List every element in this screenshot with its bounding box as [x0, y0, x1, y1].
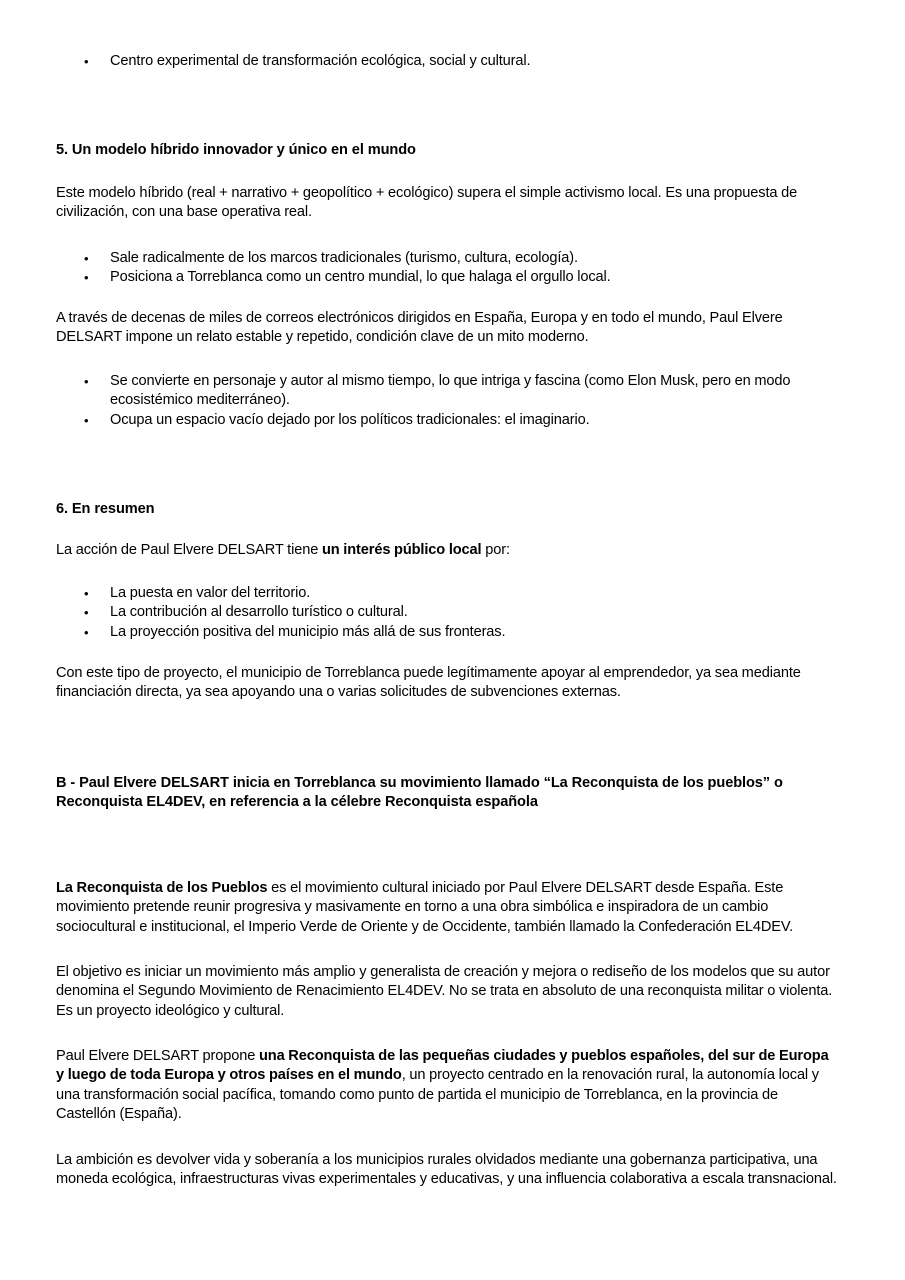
- para-b3-bold: una Reconquista de las pequeñas ciudades y pueblos españoles, del sur de Europa y luego de toda Europa y otros países en el mundo: [56, 1048, 829, 1084]
- paragraph-section-5-emails: A través de decenas de miles de correos electrónicos dirigidos en España, Europa y en todo el mundo, Paul Elvere DELSART impone un relato estable y repetido, condición clave de un mito moderno.: [56, 310, 783, 346]
- paragraph-section-6-lead: [56, 541, 840, 560]
- list-item: • Sale radicalmente de los marcos tradicionales (turismo, cultura, ecología).: [56, 249, 840, 268]
- paragraph-section-b-2: El objetivo es iniciar un movimiento más amplio y generalista de creación y mejora o rediseño de los modelos que su autor denomina el Segundo Movimiento de Renacimiento EL4DEV. No se trata en absoluto de una reconquista militar o violenta. Es un proyecto ideológico y cultural.: [56, 964, 833, 1019]
- lead-text-before: La acción de Paul Elvere DELSART tiene: [56, 542, 322, 558]
- list-item: • Posiciona a Torreblanca como un centro mundial, lo que halaga el orgullo local.: [56, 268, 840, 287]
- section-5-bullet-list-2: [56, 372, 840, 430]
- list-item: • Ocupa un espacio vacío dejado por los políticos tradicionales: el imaginario.: [56, 411, 840, 430]
- list-item: • La contribución al desarrollo turístico o cultural.: [56, 603, 840, 622]
- para-b1-bold: La Reconquista de los Pueblos: [56, 880, 268, 896]
- section-5-bullet-list-1: [56, 249, 840, 288]
- lead-text-after: por:: [481, 542, 510, 558]
- section-6-bullet-list: [56, 584, 840, 642]
- paragraph-section-6-closing: Con este tipo de proyecto, el municipio de Torreblanca puede legítimamente apoyar al emprendedor, ya sea mediante financiación directa, ya sea apoyando una o varias solicitudes de subvenciones externas.: [56, 665, 801, 701]
- list-item: • Centro experimental de transformación ecológica, social y cultural.: [56, 52, 840, 71]
- top-bullet-list: [56, 52, 840, 71]
- heading-section-6: 6. En resumen: [56, 501, 155, 517]
- para-b3-after: , un proyecto centrado en la renovación rural, la autonomía local y una transformación social pacífica, tomando como punto de partida el municipio de Torreblanca, en la provincia de Castellón (España).: [56, 1067, 819, 1123]
- para-b1-rest: es el movimiento cultural iniciado por Paul Elvere DELSART desde España. Este movimiento pretende reunir progresiva y masivamente en torno a una obra simbólica e inspiradora de un cambio sociocultural e institucional, el Imperio Verde de Oriente y de Occidente, también llamado la Confederación EL4DEV.: [56, 880, 794, 935]
- para-b3-before: Paul Elvere DELSART propone: [56, 1048, 259, 1064]
- lead-text-bold: un interés público local: [321, 542, 482, 558]
- paragraph-section-5-intro: Este modelo híbrido (real + narrativo + geopolítico + ecológico) supera el simple activismo local. Es una propuesta de civilización, con una base operativa real.: [56, 185, 798, 221]
- paragraph-section-b-1: [56, 879, 840, 937]
- paragraph-section-b-3: [56, 1047, 840, 1125]
- list-item: • La puesta en valor del territorio.: [56, 584, 840, 603]
- paragraph-section-b-4: La ambición es devolver vida y soberanía a los municipios rurales olvidados mediante una gobernanza participativa, una moneda ecológica, infraestructuras vivas experimentales y educativas, y una influencia colaborativa a escala transnacional.: [56, 1152, 837, 1188]
- list-item: • Se convierte en personaje y autor al mismo tiempo, lo que intriga y fascina (como Elon Musk, pero en modo ecosistémico mediterráneo).: [56, 372, 840, 411]
- heading-section-b: B - Paul Elvere DELSART inicia en Torreblanca su movimiento llamado “La Reconquista de los pueblos” o Reconquista EL4DEV, en referencia a la célebre Reconquista española: [56, 775, 783, 811]
- list-item: • La proyección positiva del municipio más allá de sus fronteras.: [56, 623, 840, 642]
- heading-section-5: 5. Un modelo híbrido innovador y único en el mundo: [56, 142, 416, 158]
